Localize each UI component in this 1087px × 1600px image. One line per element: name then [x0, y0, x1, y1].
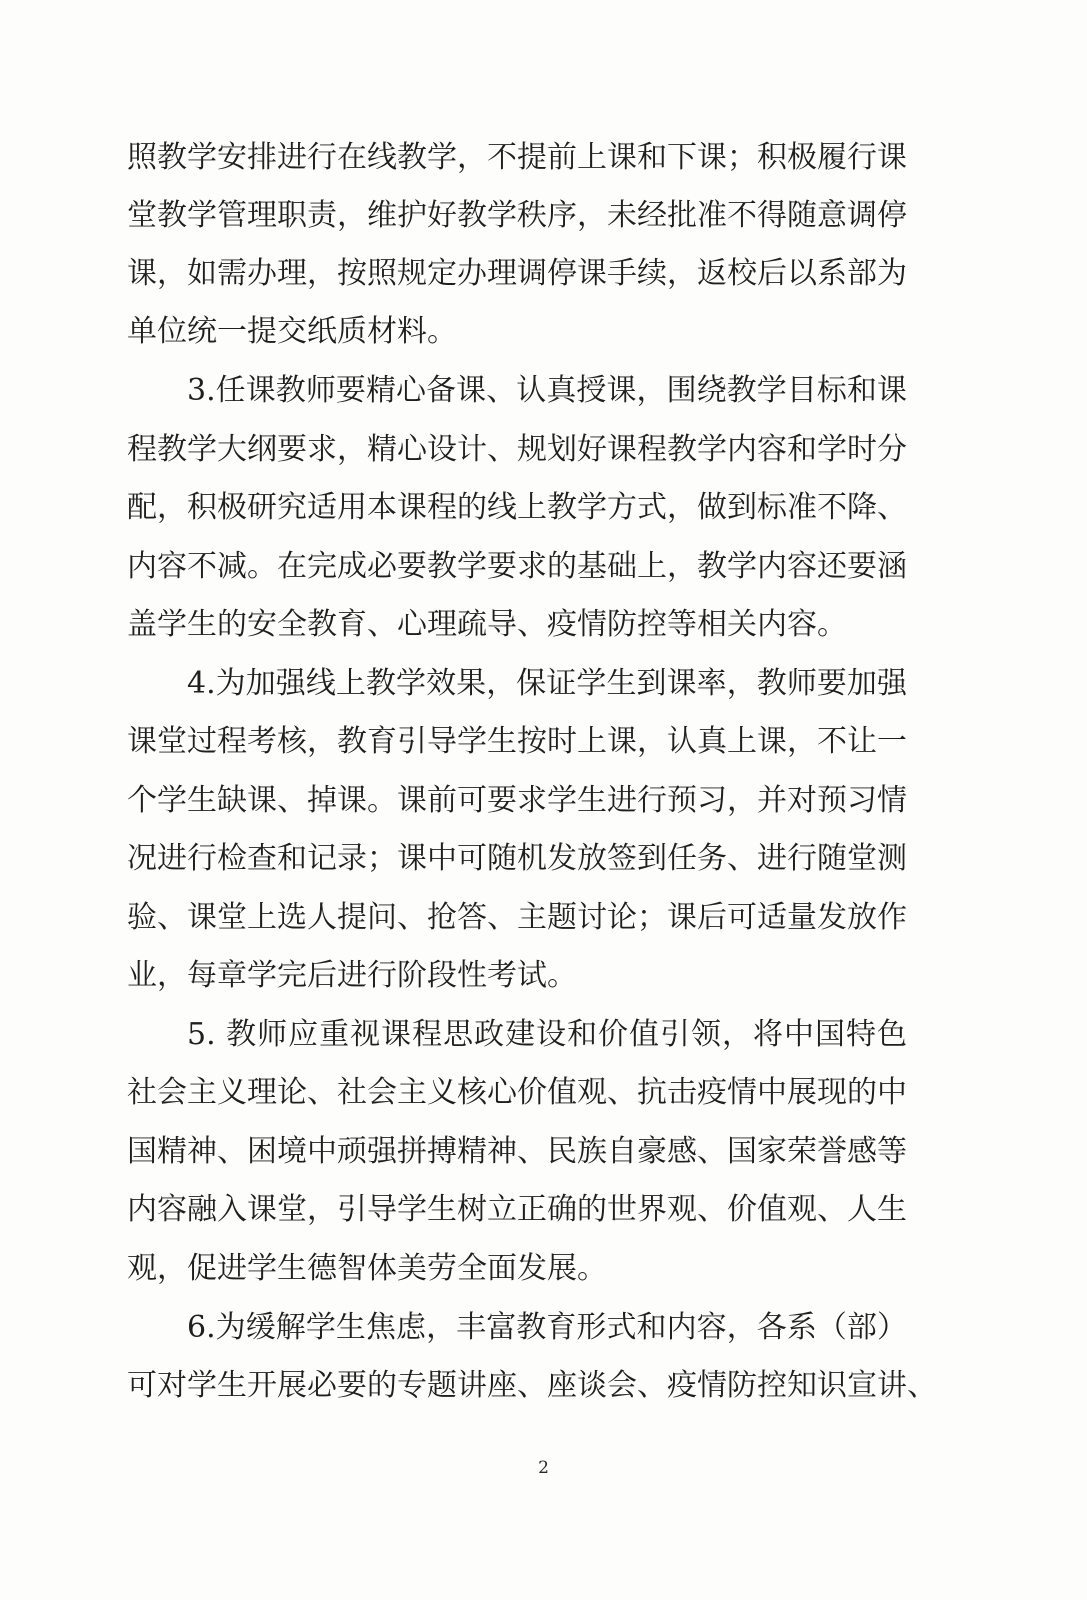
text-line: 个学生缺课、掉课。课前可要求学生进行预习，并对预习情 — [127, 783, 907, 818]
text-line: 盖学生的安全教育、心理疏导、疫情防控等相关内容。 — [127, 607, 847, 642]
text-line: 国精神、困境中顽强拼搏精神、民族自豪感、国家荣誉感等 — [127, 1134, 907, 1169]
paragraph-3-first-line: 3.任课教师要精心备课、认真授课，围绕教学目标和课 — [187, 373, 907, 408]
text-line: 社会主义理论、社会主义核心价值观、抗击疫情中展现的中 — [127, 1075, 907, 1110]
text-line: 可对学生开展必要的专题讲座、座谈会、疫情防控知识宣讲、 — [127, 1368, 937, 1403]
paragraph-5-first-line: 5. 教师应重视课程思政建设和价值引领，将中国特色 — [187, 1017, 907, 1052]
paragraph-6-first-line: 6.为缓解学生焦虑，丰富教育形式和内容，各系（部） — [187, 1310, 907, 1345]
text-line: 单位统一提交纸质材料。 — [127, 314, 457, 349]
text-line: 内容不减。在完成必要教学要求的基础上，教学内容还要涵 — [127, 549, 907, 584]
text-line: 业，每章学完后进行阶段性考试。 — [127, 958, 577, 993]
text-line: 况进行检查和记录；课中可随机发放签到任务、进行随堂测 — [127, 841, 907, 876]
text-line: 课，如需办理，按照规定办理调停课手续，返校后以系部为 — [127, 256, 907, 291]
paragraph-4-first-line: 4.为加强线上教学效果，保证学生到课率，教师要加强 — [187, 666, 907, 701]
text-line: 观，促进学生德智体美劳全面发展。 — [127, 1251, 607, 1286]
text-line: 验、课堂上选人提问、抢答、主题讨论；课后可适量发放作 — [127, 900, 907, 935]
text-line: 照教学安排进行在线教学，不提前上课和下课；积极履行课 — [127, 140, 907, 175]
page-number: 2 — [538, 1458, 549, 1478]
text-line: 堂教学管理职责，维护好教学秩序，未经批准不得随意调停 — [127, 198, 907, 233]
text-line: 配，积极研究适用本课程的线上教学方式，做到标准不降、 — [127, 490, 907, 525]
text-line: 课堂过程考核，教育引导学生按时上课，认真上课，不让一 — [127, 724, 907, 759]
text-line: 内容融入课堂，引导学生树立正确的世界观、价值观、人生 — [127, 1192, 907, 1227]
text-line: 程教学大纲要求，精心设计、规划好课程教学内容和学时分 — [127, 432, 907, 467]
